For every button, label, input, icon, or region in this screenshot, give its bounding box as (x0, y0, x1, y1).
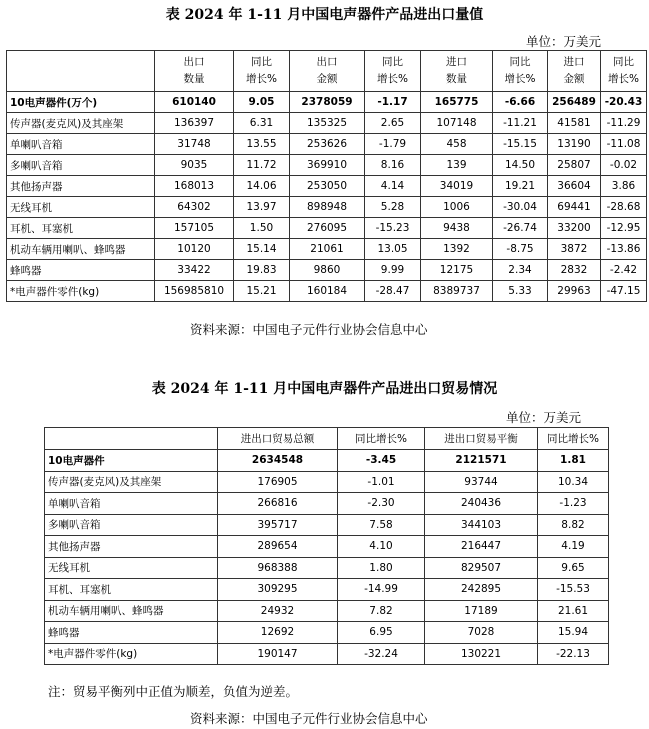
table-cell: 69441 (548, 197, 601, 218)
table-row (45, 514, 609, 536)
header-line: 数量 (183, 73, 205, 85)
table-cell: 34019 (421, 176, 493, 197)
table-cell: 190147 (218, 643, 338, 665)
table-cell: 3872 (548, 239, 601, 260)
table-cell: 344103 (425, 514, 538, 536)
header-line: 金额 (563, 73, 585, 85)
row-label: 蜂鸣器 (7, 260, 155, 281)
table-row (7, 239, 647, 260)
table-cell: -11.08 (601, 134, 647, 155)
row-label: 单喇叭音箱 (7, 134, 155, 155)
table-cell: 176905 (218, 471, 338, 493)
header-line: 进口 (446, 56, 467, 68)
table-cell: 7.58 (338, 514, 425, 536)
table-cell: -28.68 (601, 197, 647, 218)
table-row (7, 113, 647, 134)
table-cell: 21061 (290, 239, 365, 260)
table-cell: -8.75 (493, 239, 548, 260)
table-cell: 2.65 (365, 113, 421, 134)
table-cell: 8389737 (421, 281, 493, 302)
table-row (45, 557, 609, 579)
table-cell: 9035 (155, 155, 234, 176)
import-export-volume-table (6, 50, 647, 302)
table-cell: -1.17 (365, 92, 421, 113)
table-cell: -11.21 (493, 113, 548, 134)
header-line: 增长% (377, 73, 408, 85)
table-cell: 610140 (155, 92, 234, 113)
table-cell: 8.16 (365, 155, 421, 176)
table-row (45, 579, 609, 601)
table-cell: 4.19 (538, 536, 609, 558)
table-cell: 13.05 (365, 239, 421, 260)
row-label: 耳机、耳塞机 (45, 579, 218, 601)
table-cell: -15.23 (365, 218, 421, 239)
table2-note: 注：贸易平衡列中正值为顺差，负值为逆差。 (48, 684, 299, 699)
trade-balance-table (44, 427, 609, 665)
table-cell: 6.95 (338, 622, 425, 644)
table-cell: -1.01 (338, 471, 425, 493)
table-cell: 2378059 (290, 92, 365, 113)
table2-title: 表 2024 年 1-11 月中国电声器件产品进出口贸易情况 (151, 381, 498, 397)
table-cell: 15.94 (538, 622, 609, 644)
table-cell: 6.31 (234, 113, 290, 134)
row-label: 多喇叭音箱 (45, 514, 218, 536)
table-cell: 2832 (548, 260, 601, 281)
row-label: 蜂鸣器 (45, 622, 218, 644)
table-cell: 11.72 (234, 155, 290, 176)
table-cell: 8.82 (538, 514, 609, 536)
table-cell: 3.86 (601, 176, 647, 197)
table-cell: 829507 (425, 557, 538, 579)
table-cell: -13.86 (601, 239, 647, 260)
header-line: 同比 (382, 56, 403, 68)
table-cell: 9.99 (365, 260, 421, 281)
table-cell: -14.99 (338, 579, 425, 601)
table-row (45, 450, 609, 472)
table-cell: 242895 (425, 579, 538, 601)
table-cell: 156985810 (155, 281, 234, 302)
table-row (7, 155, 647, 176)
table-cell: 41581 (548, 113, 601, 134)
table-cell: -11.29 (601, 113, 647, 134)
header-line: 增长% (504, 73, 536, 85)
row-label: 耳机、耳塞机 (7, 218, 155, 239)
header-line: 同比 (613, 56, 634, 68)
table-cell: 216447 (425, 536, 538, 558)
table1-source: 资料来源：中国电子元件行业协会信息中心 (190, 322, 428, 337)
header-line: 同比 (251, 56, 272, 68)
table1-header-cell (155, 51, 234, 92)
table-cell: 21.61 (538, 600, 609, 622)
table-cell: 33422 (155, 260, 234, 281)
row-label: 无线耳机 (7, 197, 155, 218)
header-line: 同比 (509, 56, 531, 68)
table-cell: 165775 (421, 92, 493, 113)
header-line: 出口 (183, 56, 205, 68)
header-line: 增长% (246, 73, 277, 85)
table-cell: -1.23 (538, 493, 609, 515)
table1-title: 表 2024 年 1-11 月中国电声器件产品进出口量值 (165, 7, 484, 23)
table-cell: 1006 (421, 197, 493, 218)
table-row (7, 197, 647, 218)
row-label: 其他扬声器 (7, 176, 155, 197)
table-cell: 64302 (155, 197, 234, 218)
table2-header-cell: 进出口贸易平衡 (425, 428, 538, 450)
table-cell: 2.34 (493, 260, 548, 281)
header-line: 进口 (563, 56, 585, 68)
table-cell: 15.14 (234, 239, 290, 260)
table-row (45, 493, 609, 515)
table-cell: 139 (421, 155, 493, 176)
table-row (7, 92, 647, 113)
table-cell: 7028 (425, 622, 538, 644)
table1-header-cell (365, 51, 421, 92)
table-cell: -28.47 (365, 281, 421, 302)
row-label: *电声器件零件(kg) (45, 643, 218, 665)
table-cell: 130221 (425, 643, 538, 665)
table-cell: 14.06 (234, 176, 290, 197)
table-cell: 12692 (218, 622, 338, 644)
table-cell: 5.33 (493, 281, 548, 302)
table-row (7, 176, 647, 197)
header-line: 出口 (316, 56, 338, 68)
table-cell: 4.14 (365, 176, 421, 197)
table-cell: -15.15 (493, 134, 548, 155)
row-label: 多喇叭音箱 (7, 155, 155, 176)
table-cell: 4.10 (338, 536, 425, 558)
table-cell: 276095 (290, 218, 365, 239)
table-cell: 107148 (421, 113, 493, 134)
table1-header-cell (7, 51, 155, 92)
table-cell: -1.79 (365, 134, 421, 155)
table-cell: 9.65 (538, 557, 609, 579)
table1-header-cell (493, 51, 548, 92)
table-cell: 15.21 (234, 281, 290, 302)
table-cell: -0.02 (601, 155, 647, 176)
header-line: 数量 (446, 73, 467, 85)
table1-header-cell (290, 51, 365, 92)
table1-header-cell (421, 51, 493, 92)
table-cell: 24932 (218, 600, 338, 622)
table-cell: 253626 (290, 134, 365, 155)
table-row (7, 260, 647, 281)
table-cell: 31748 (155, 134, 234, 155)
table-cell: 2121571 (425, 450, 538, 472)
table-row (45, 471, 609, 493)
table-cell: -30.04 (493, 197, 548, 218)
table-row (7, 281, 647, 302)
row-label: *电声器件零件(kg) (7, 281, 155, 302)
table-cell: 1.81 (538, 450, 609, 472)
table-cell: -12.95 (601, 218, 647, 239)
table-cell: 2634548 (218, 450, 338, 472)
table-cell: 9860 (290, 260, 365, 281)
row-label: 10电声器件(万个) (7, 92, 155, 113)
table-cell: 160184 (290, 281, 365, 302)
table-cell: 458 (421, 134, 493, 155)
table-row (45, 600, 609, 622)
table2-header-cell: 同比增长% (538, 428, 609, 450)
row-label: 传声器(麦克风)及其座架 (7, 113, 155, 134)
table2-header-cell (45, 428, 218, 450)
table-cell: 136397 (155, 113, 234, 134)
table-cell: 12175 (421, 260, 493, 281)
table-cell: 19.83 (234, 260, 290, 281)
table-cell: 19.21 (493, 176, 548, 197)
table2-source: 资料来源：中国电子元件行业协会信息中心 (190, 711, 428, 726)
table-cell: 10120 (155, 239, 234, 260)
table-cell: 9.05 (234, 92, 290, 113)
table1-header-cell (548, 51, 601, 92)
table-cell: 898948 (290, 197, 365, 218)
table-cell: 395717 (218, 514, 338, 536)
table-cell: -6.66 (493, 92, 548, 113)
table-cell: 13.55 (234, 134, 290, 155)
table-cell: 168013 (155, 176, 234, 197)
table-cell: 968388 (218, 557, 338, 579)
table-cell: 14.50 (493, 155, 548, 176)
table2-unit: 单位：万美元 (506, 410, 582, 425)
table-cell: -2.42 (601, 260, 647, 281)
table-cell: -22.13 (538, 643, 609, 665)
table-row (45, 643, 609, 665)
row-label: 单喇叭音箱 (45, 493, 218, 515)
header-line: 增长% (608, 73, 639, 85)
table1-unit: 单位：万美元 (526, 34, 602, 49)
table1-header-row (7, 51, 647, 92)
table-cell: 289654 (218, 536, 338, 558)
table-row (7, 134, 647, 155)
table-cell: 17189 (425, 600, 538, 622)
table-cell: 1.50 (234, 218, 290, 239)
table-cell: 9438 (421, 218, 493, 239)
table-cell: 135325 (290, 113, 365, 134)
table-cell: 369910 (290, 155, 365, 176)
table-cell: 13190 (548, 134, 601, 155)
table-cell: -15.53 (538, 579, 609, 601)
table1-header-cell (234, 51, 290, 92)
table-row (45, 622, 609, 644)
table-cell: 36604 (548, 176, 601, 197)
table2-header-row (45, 428, 609, 450)
table-cell: 1.80 (338, 557, 425, 579)
table-cell: 253050 (290, 176, 365, 197)
table-cell: 266816 (218, 493, 338, 515)
table-cell: -47.15 (601, 281, 647, 302)
table-cell: 13.97 (234, 197, 290, 218)
table-cell: 240436 (425, 493, 538, 515)
table-cell: 1392 (421, 239, 493, 260)
table-cell: 33200 (548, 218, 601, 239)
row-label: 10电声器件 (45, 450, 218, 472)
table1-header-cell (601, 51, 647, 92)
table-cell: 7.82 (338, 600, 425, 622)
table-cell: 93744 (425, 471, 538, 493)
table-cell: -32.24 (338, 643, 425, 665)
table-cell: 256489 (548, 92, 601, 113)
table-cell: -26.74 (493, 218, 548, 239)
table-cell: 309295 (218, 579, 338, 601)
table-cell: 10.34 (538, 471, 609, 493)
row-label: 其他扬声器 (45, 536, 218, 558)
table-cell: 5.28 (365, 197, 421, 218)
row-label: 机动车辆用喇叭、蜂鸣器 (45, 600, 218, 622)
row-label: 无线耳机 (45, 557, 218, 579)
table-cell: -2.30 (338, 493, 425, 515)
table-cell: -3.45 (338, 450, 425, 472)
table-cell: 29963 (548, 281, 601, 302)
header-line: 金额 (316, 73, 338, 85)
table2-header-cell: 进出口贸易总额 (218, 428, 338, 450)
table-cell: 25807 (548, 155, 601, 176)
table-cell: 157105 (155, 218, 234, 239)
table2-header-cell: 同比增长% (338, 428, 425, 450)
row-label: 机动车辆用喇叭、蜂鸣器 (7, 239, 155, 260)
table-row (7, 218, 647, 239)
row-label: 传声器(麦克风)及其座架 (45, 471, 218, 493)
table-row (45, 536, 609, 558)
table-cell: -20.43 (601, 92, 647, 113)
